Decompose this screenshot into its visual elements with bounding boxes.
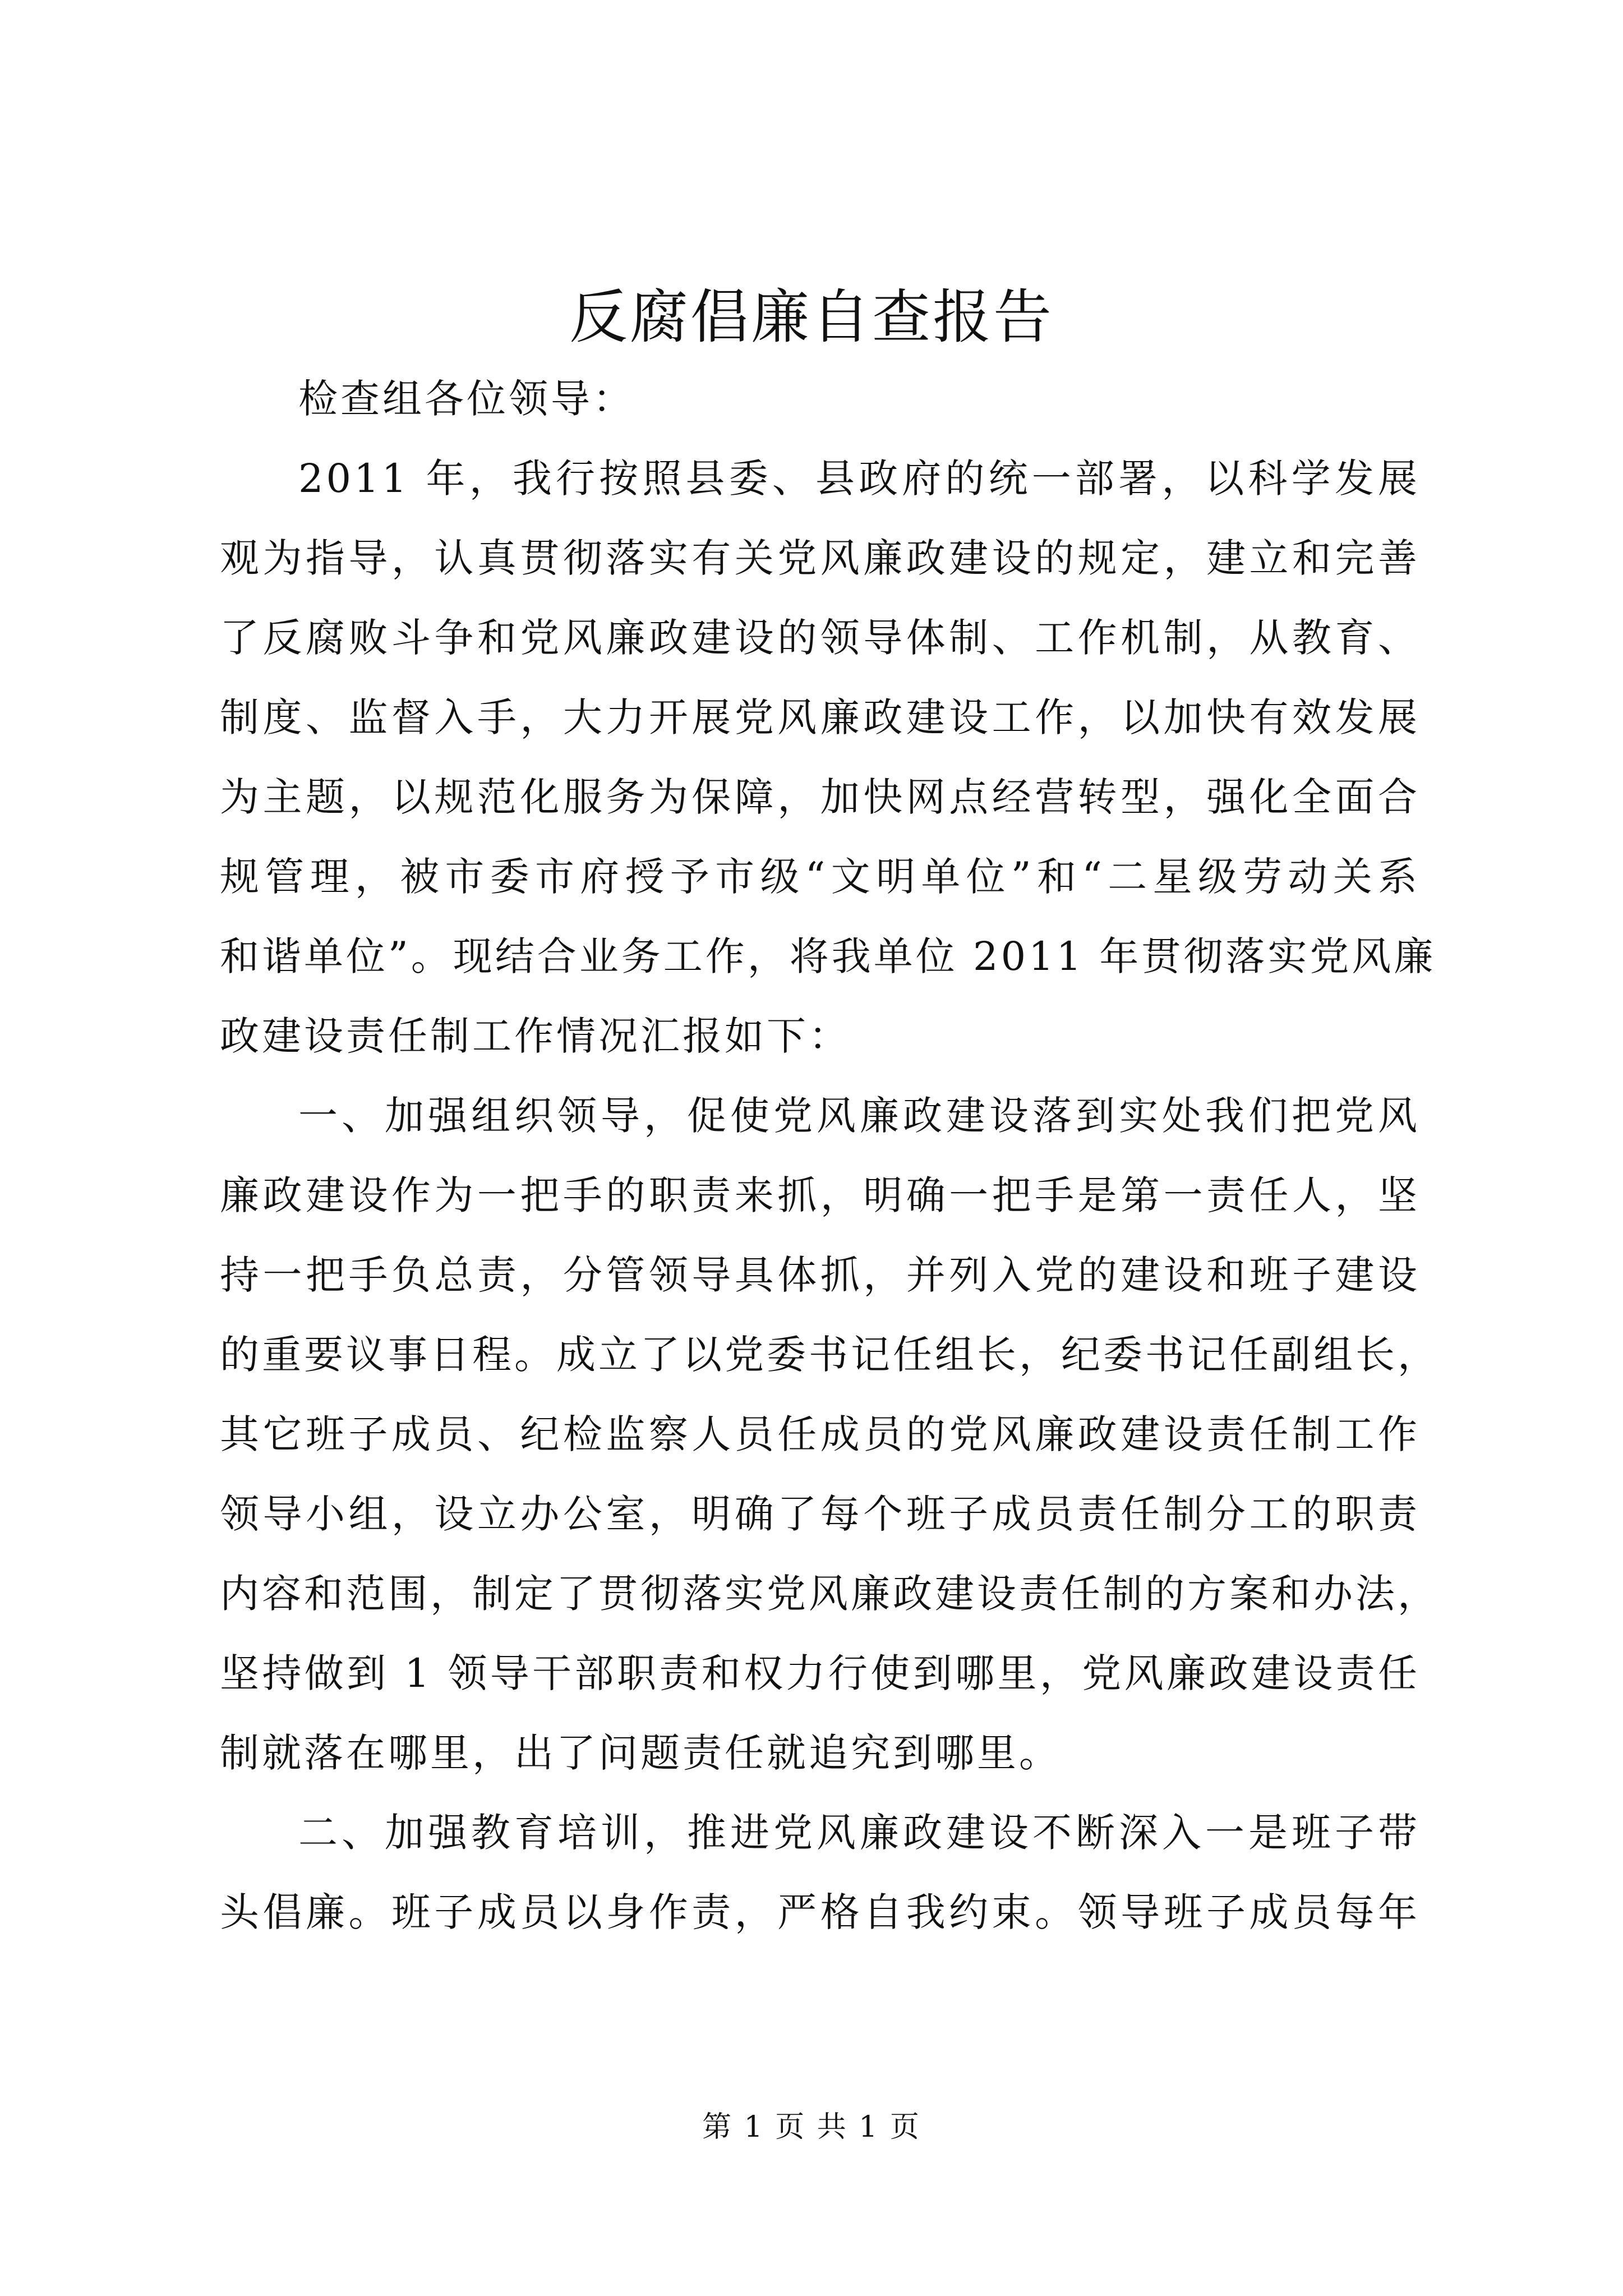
paragraph-1 (220, 439, 1436, 1076)
paragraph-line: 头倡廉。班子成员以身作责，严格自我约束。领导班子成员每年 (220, 1889, 1420, 1935)
salutation (220, 359, 1420, 439)
paragraph-line: 的重要议事日程。成立了以党委书记任组长，纪委书记任副组长， (220, 1332, 1440, 1378)
paragraph-line: 和谐单位”。现结合业务工作，将我单位 2011 年贯彻落实党风廉 (220, 933, 1436, 979)
paragraph-line: 2011 年，我行按照县委、县政府的统一部署，以科学发展 (298, 455, 1420, 501)
paragraph-line: 制就落在哪里，出了问题责任就追究到哪里。 (220, 1730, 1061, 1776)
salutation-line: 检查组各位领导： (298, 376, 635, 422)
paragraph-line: 其它班子成员、纪检监察人员任成员的党风廉政建设责任制工作 (220, 1411, 1420, 1457)
paragraph-2 (220, 1076, 1440, 1793)
paragraph-line: 内容和范围，制定了贯彻落实党风廉政建设责任制的方案和办法， (220, 1571, 1440, 1617)
paragraph-line: 规管理，被市委市府授予市级“文明单位”和“二星级劳动关系 (220, 854, 1420, 900)
paragraph-line: 制度、监督入手，大力开展党风廉政建设工作，以加快有效发展 (220, 694, 1420, 740)
paragraph-line: 廉政建设作为一把手的职责来抓，明确一把手是第一责任人，坚 (220, 1172, 1420, 1218)
paragraph-line: 政建设责任制工作情况汇报如下： (220, 1013, 851, 1059)
document-body (220, 359, 1440, 1952)
page-footer: 第 1 页 共 1 页 (702, 2110, 921, 2144)
paragraph-line: 一、加强组织领导，促使党风廉政建设落到实处我们把党风 (298, 1093, 1420, 1139)
paragraph-line: 观为指导，认真贯彻落实有关党风廉政建设的规定，建立和完善 (220, 535, 1420, 581)
paragraph-line: 了反腐败斗争和党风廉政建设的领导体制、工作机制，从教育、 (220, 615, 1420, 661)
paragraph-3 (220, 1793, 1420, 1952)
paragraph-line: 坚持做到 1 领导干部职责和权力行使到哪里，党风廉政建设责任 (220, 1650, 1420, 1696)
paragraph-line: 持一把手负总责，分管领导具体抓，并列入党的建设和班子建设 (220, 1252, 1420, 1298)
paragraph-line: 领导小组，设立办公室，明确了每个班子成员责任制分工的职责 (220, 1491, 1420, 1537)
document-title: 反腐倡廉自查报告 (569, 283, 1054, 351)
paragraph-line: 为主题，以规范化服务为保障，加快网点经营转型，强化全面合 (220, 774, 1420, 820)
paragraph-line: 二、加强教育培训，推进党风廉政建设不断深入一是班子带 (298, 1810, 1420, 1856)
